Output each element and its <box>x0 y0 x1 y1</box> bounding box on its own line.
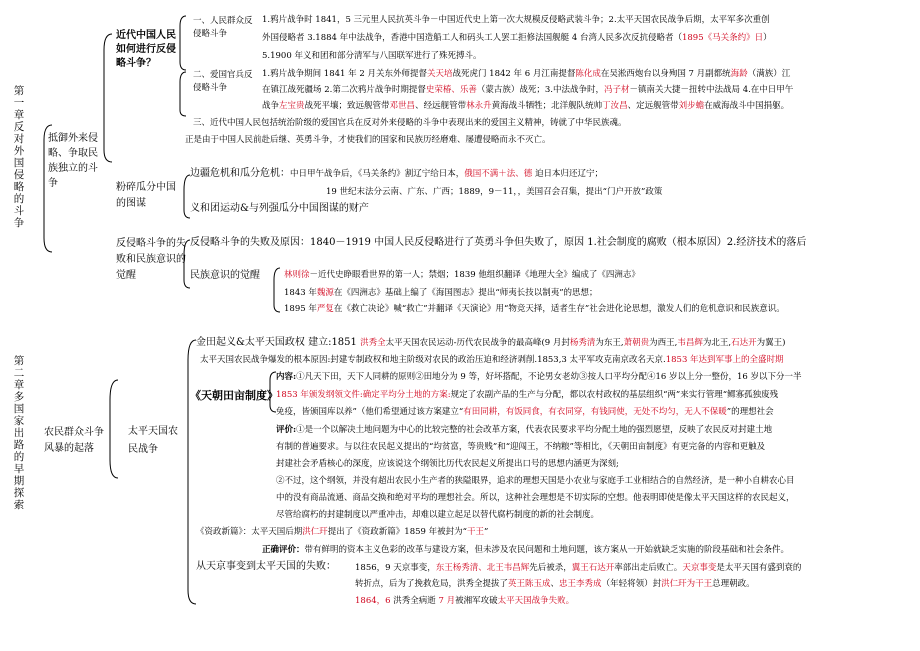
fail-label: 从天京事变到太平天国的失败： <box>196 561 336 572</box>
tm-line3: 免疫，皆颁国库以养”（他们希望通过该方案建立“有田同耕，有饭同食，有衣同穿，有钱同使，无处不均匀，无人不保暖”的理想社会 <box>276 407 774 417</box>
xz-line1: 《资政新篇》：太平天国后期洪仁玕提出了《资政新篇》1859 年被封为“干王” <box>196 527 489 537</box>
ch1-section-a-title: 抵御外来侵略、争取民族独立的斗争 <box>48 133 98 189</box>
ch1-c-line2: 林则徐－近代史睁眼看世界的第一人；禁烟；1839 他组织翻译《地理大全》编成了《四洲志》 <box>284 270 640 280</box>
ch2-taiping-title: 太平天国农民战争 <box>128 426 178 455</box>
ch1-a1-i2-line2: 在镇江战死疆场 2.第二次鸦片战争时期提督史荣椿、乐善（蒙古族）战死；3.中法战争时，冯子材－镇南关大捷－扭转中法战局 4.在中日甲午 <box>262 85 794 95</box>
ch1-c-line3: 1843 年魏源在《四洲志》基础上编了《海国图志》提出“师夷长技以制夷”的思想； <box>284 288 598 298</box>
ch2-line1: 金田起义&太平天国政权 建立:1851 洪秀全太平天国农民运动-历代农民战争的最高峰(9 月封杨秀清为东王,萧朝贵为西王,韦昌辉为北王,石达开为翼王) <box>196 337 786 348</box>
tm-eval-3: 封建社会矛盾核心的深度，应该说这个纲领比历代农民起义所提出口号的思想内涵更为深刻; <box>276 459 619 469</box>
bracket-c-awake <box>274 268 280 312</box>
ch2-section-a-title: 农民群众斗争风暴的起落 <box>44 427 104 454</box>
bracket-ch1-a <box>104 34 112 162</box>
ch1-section-b-title: 粉碎瓜分中国的图谋 <box>116 182 176 209</box>
tm-eval-2: 有制的普遍要求。与以往农民起义提出的“均贫富，等贵贱”和“迎闯王，不纳粮”等相比，《天朝田亩制度》有更完备的内容和更触及 <box>276 442 766 452</box>
ch1-b-line3: 义和团运动&与列强瓜分中国图谋的财产 <box>190 203 369 214</box>
ch1-c-line1: 反侵略斗争的失败及原因：1840－1919 中国人民反侵略进行了英勇斗争但失败了，原因 1.社会制度的腐败（根本原因）2.经济技术的落后 <box>190 237 807 248</box>
fail-line3: 1864，6 洪秀全病逝 7 月被湘军攻破太平天国战争失败。 <box>355 596 575 606</box>
tm-content: 内容:①凡天下田，天下人同耕的原则②田地分为 9 等，好坏搭配，不论男女老幼③按人口平均分配④16 岁以上分一整份，16 岁以下分一半 <box>276 372 802 382</box>
ch1-b-line2: 19 世纪末法分云南、广东、广西；1889，9－11，，美国召会召集，提出“门户开放”政策 <box>326 187 663 197</box>
bracket-ch2-tp <box>188 340 196 604</box>
chapter-2-title: 第二章 多国家出路的早期探索 <box>13 355 25 511</box>
bracket-a1-i2 <box>180 72 186 116</box>
bracket-a1-i1 <box>180 16 186 70</box>
ch2-line2: 太平天国农民战争爆发的根本原因:封建专制政权和地主阶级对农民的政治压迫和经济剥削.1853,3 太平军攻克南京改名天京.1853 年达到军事上的全盛时期 <box>200 355 784 365</box>
ch1-a1-i1-line1: 1.鸦片战争时 1841，5 三元里人民抗英斗争－中国近代史上第一次大规模反侵略武装斗争；2.太平天国农民战争后期，太平军多次重创 <box>262 15 770 25</box>
ch1-c-line4: 1895 年严复在《救亡决论》喊“救亡”并翻译《天演论》用“物竞天择，适者生存”社会进化论思想，激发人们的危机意识和民族意识。 <box>284 304 785 314</box>
tm-line2: 1853 年颁发纲领文件:确定平均分土地的方案:规定了农副产品的生产与分配，都以农村政权的基层组织“两”来实行管理“鳏寡孤独废残 <box>276 390 779 400</box>
tm-eval-6: 尽管给腐朽的封建制度以严重冲击，却难以建立起足以替代腐朽制度的新的社会制度。 <box>276 510 600 520</box>
tm-label: 《天朝田亩制度》 <box>190 389 278 402</box>
fail-line2: 转折点，后为了挽救危局，洪秀全提拔了英王陈玉成、忠王李秀成（年轻将领）封洪仁玕为干王总理朝政。 <box>355 579 755 589</box>
tm-eval-1: 评价:①是一个以解决土地问题为中心的比较完整的社会改革方案，代表农民要求平均分配土地的强烈愿望，反映了农民反对封建土地 <box>276 425 773 435</box>
ch1-a1-i4: 正是由于中国人民前赴后继、英勇斗争，才使我们的国家和民族历经磨难、屡遭侵略而永不灭亡。 <box>185 135 551 145</box>
ch1-a1-title: 近代中国人民如何进行反侵略斗争？ <box>116 30 176 69</box>
ch1-a1-i3: 三、近代中国人民包括统治阶级的爱国官兵在反对外来侵略的斗争中表现出来的爱国主义精神，铸就了中华民族魂。 <box>193 118 627 128</box>
fail-line1: 1856，9 天京事变，东王杨秀清、北王韦昌辉先后被杀，翼王石达开率部出走后败亡。天京事变是太平天国有盛到衰的 <box>355 563 802 573</box>
ch1-a1-i2-label: 二、爱国官兵反侵略斗争 <box>193 70 253 93</box>
xz-line2: 正确评价：带有鲜明的资本主义色彩的改革与建设方案，但未涉及农民问题和土地问题，该方案从一开始就缺乏实施的阶段基础和社会条件。 <box>262 545 790 555</box>
ch1-c-awake-label: 民族意识的觉醒 <box>190 270 260 281</box>
ch1-a1-i1-line3: 5.1900 年义和团和部分清军与八国联军进行了殊死搏斗。 <box>262 51 482 61</box>
ch1-b-line1: 边疆危机和瓜分危机：中日甲午战争后，《马关条约》割辽宁给日本，俄国不满＋法、德 迫日本归还辽宁； <box>190 168 603 179</box>
chapter-1-title: 第一章 反对外国侵略的斗争 <box>13 85 25 229</box>
ch1-a1-i1-line2: 外国侵略者 3.1884 年中法战争，香港中国造船工人和码头工人罢工拒修法国舰艇 4 台湾人民多次反抗侵略者（1895《马关条约》日） <box>262 33 772 43</box>
tm-eval-4: ②不过，这个纲领，并没有超出农民小生产者的狭隘眼界，追求的理想天国是小农业与家庭手工业相结合的自然经济，是一种小自耕农心目 <box>276 476 795 486</box>
ch1-a1-i1-label: 一、人民群众反侵略斗争 <box>193 16 253 39</box>
tm-eval-5: 中的没有商品流通、商品交换和绝对平均的理想社会。所以，这种社会理想是不切实际的空想。他表明即使是像太平天国这样的农民起义， <box>276 493 795 503</box>
ch1-a1-i2-line1: 1.鸦片战争期间 1841 年 2 月关东外师提督关天培战死虎门 1842 年 6 月江南提督陈化成在吴淞西炮台以身殉国 7 月副都统海龄（满族）江 <box>262 69 791 79</box>
ch1-section-c-title: 反侵略斗争的失败和民族意识的觉醒 <box>116 238 186 281</box>
ch1-a1-i2-line3: 战争左宝贵战死平壤；致远舰管带邓世昌、经远舰管带林永升黄海战斗牺牲；北洋舰队统帅丁汝昌、定远舰管带刘步蟾在威海战斗中国捐躯。 <box>262 101 790 111</box>
